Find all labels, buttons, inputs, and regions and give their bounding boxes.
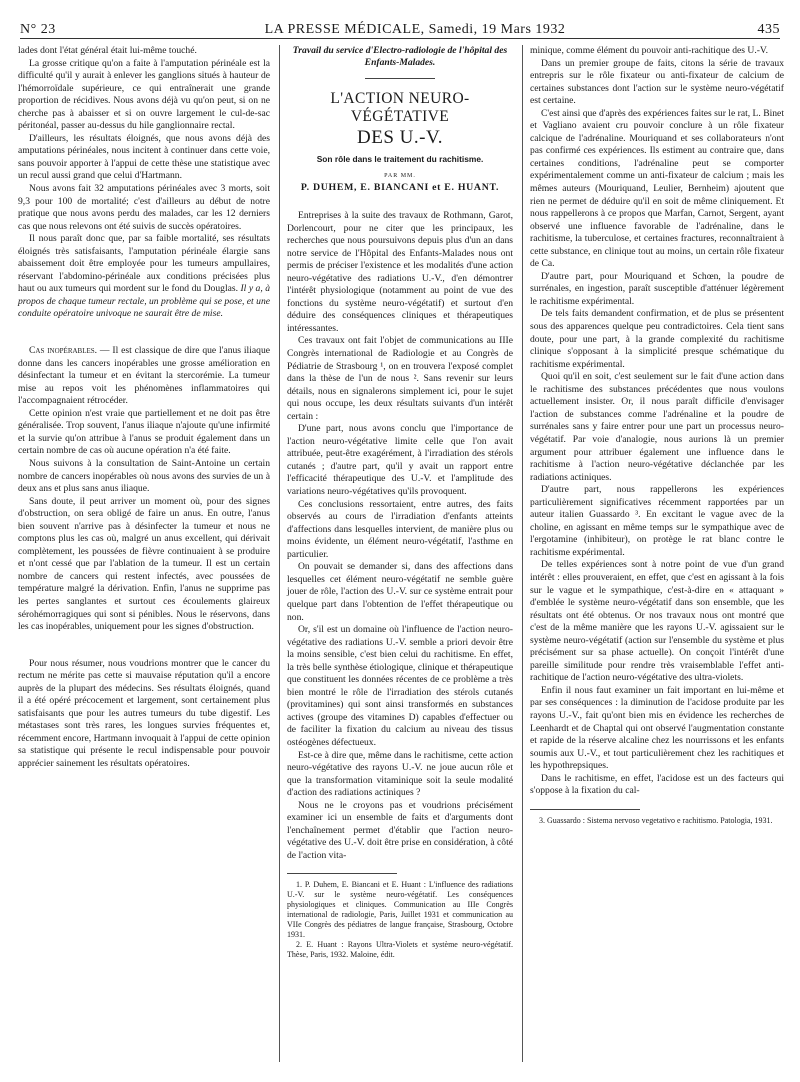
footnote-rule [287,873,397,874]
column-divider-left [279,45,280,1062]
paragraph: Nous avons fait 32 amputations périnéales avec 3 morts, soit 9,3 pour 100 de mortalité; c'est d'ailleurs au début de notre pratique que nous avons perdu des malades, car les 12 derniers cas que nous relevons ont été suivis de succès opératoires. [18,183,270,232]
paragraph: De telles expériences sont à notre point de vue d'un grand intérêt : elles prouveraient, en effet, que c'est en agissant à la fois sur le vague et le sympathique, c'est-à-dire en « attaquant » d'emblée le système neuro-végétatif dans son ensemble, que les résultats ont été obtenus. Or nos travaux nous ont montré que c'est de la même manière que les rayons U.-V. agissaient sur le système neuro-végétatif (action sur l'ensemble du système et plus précisément sur sa phase actuelle). On conçoit l'intérêt d'une pareille similitude pour rendre très vraisemblable l'effet anti-rachitique de l'action neuro-végétative des ultra-violets. [530,559,784,684]
paragraph: On pouvait se demander si, dans des affections dans lesquelles cet élément neuro-végétatif ne semble guère jouer de rôle, l'action des U.-V. sur ce système entrait pour quelque part dans l'obtention de l'effet thérapeutique ou non. [287,561,513,623]
paragraph: D'autre part, nous rappellerons les expériences particulièrement significatives récemment rapportées par un auteur italien Guassardo ³. En excitant le vague avec de la choline, en agissant en même temps sur le sympathique avec de l'ergotamine (inhibiteur), on protège le rat blanc contre le rachitisme expérimental. [530,484,784,558]
footnote-rule [530,809,640,810]
paragraph: Ces travaux ont fait l'objet de communications au IIIe Congrès international de Radiologie et au Congrès de Pédiatrie de Strasbourg ¹, on en trouvera l'exposé complet dans la thèse de l'un de nous ². Sans revenir sur leurs détails, nous en signalerons simplement ici, pour le sujet qui nous occupe, les deux résultats suivants d'un intérêt certain : [287,335,513,422]
footnote: 3. Guassardo : Sistema nervoso vegetativo e rachitismo. Patologia, 1931. [539,815,773,825]
journal-title-date: LA PRESSE MÉDICALE, Samedi, 19 Mars 1932 [264,22,566,37]
paragraph: Nous ne le croyons pas et voudrions précisément examiner ici un ensemble de faits et d'arguments dont l'enchaînement permet d'établir que l'action neuro-végétative des U.-V. doit être prise en considération, à côté de l'action vita- [287,799,513,861]
paragraph: Dans le rachitisme, en effet, l'acidose est un des facteurs qui s'oppose à la fixation du cal- [530,772,784,797]
page-number: 435 [757,22,780,37]
paragraph: Sans doute, il peut arriver un moment où, pour des signes d'obstruction, on sera obligé de faire un anus. En outre, l'anus bien souvent n'arrive pas à désinfecter la tumeur et nous ne comptons plus les cas où, malgré un anus excellent, qui dérivait complètement, les poussées de fièvre continuaient à se produire et n'ont cessé que par l'ablation de la tumeur. Il est un certain nombre de cancers qui restent infectés, avec poussées de température malgré la dérivation. Enfin, l'anus ne supprime pas les pertes sanglantes et surtout ces écoulements glaireux sérohémorragiques qui sont si pénibles. Nous le réservons, dans les cas inopérables, uniquement pour les signes d'obstruction. [18,495,270,633]
issue-number: N° 23 [20,22,56,37]
paragraph: Cette opinion n'est vraie que partiellement et ne doit pas être généralisée. Trop souvent, l'anus iliaque n'ajoute qu'une infirmité et la survie qu'on attribue à l'anus se produit également dans un certain nombre de cas où aucune opération n'a été faite. [18,407,270,457]
article-title: L'ACTION NEURO-VÉGÉTATIVE [330,90,470,125]
byline-prefix: PAR MM. [384,173,416,179]
paragraph: lades dont l'état général était lui-même touché. [18,45,197,56]
paragraph: minique, comme élément du pouvoir anti-rachitique des U.-V. [530,45,769,56]
paragraph: C'est ainsi que d'après des expériences faites sur le rat, L. Binet et Vagliano avaient cru pouvoir conclure à un rôle fixateur calcique de l'adrénaline. Mouriquand et ses collaborateurs n'ont pas confirmé ces expériences. Ils estiment au contraire que, dans certaines conditions, l'adrénaline peut se comporter expérimentalement comme un anti-fixateur de calcium ; mais les mêmes auteurs (Mouriquand, Leulier, Bernheim) ajoutent que rien ne permet de déduire qu'il en soit de même cliniquement. Et nous rappellerons à ce propos que Marfan, Carnot, Sergent, ayant observé une influence favorable de l'adrénaline, dans le rachitisme, la tuberculose, et certaines fractures, reconnaîtraient à cette substance, en clinique tout au moins, un certain rôle fixateur de Ca. [530,107,784,270]
column-right [530,45,784,826]
paragraph: Nous suivons à la consultation de Saint-Antoine un certain nombre de cancers inopérables où nous avons des survies de un à deux ans et plus sans anus iliaque. [18,457,270,495]
article-subtitle: Son rôle dans le traitement du rachitisme. [316,154,484,164]
paragraph: Est-ce à dire que, même dans le rachitisme, cette action neuro-végétative des rayons U.-V. ne joue aucun rôle et que la transformation vitaminique soit la seule modalité d'action des radiations actiniques ? [287,749,513,799]
running-header [20,16,780,39]
article-authors: P. DUHEM, E. BIANCANI et E. HUANT. [300,182,500,193]
article-service-note: Travail du service d'Electro-radiologie de l'hôpital des Enfants-Malades. [292,45,508,68]
article-title-line2: DES U.-V. [357,127,443,148]
paragraph-text: Il nous paraît donc que, par sa faible mortalité, ses résultats éloignés très satisfaisants, l'amputation périnéale élargie sans abaissement doit être employée pour les tumeurs ampullaires, réservant l'abdomino-périnéale aux conditions précisées plus haut ou aux tumeurs qui mordent sur le fond du Douglas. [18,233,270,295]
paragraph: D'ailleurs, les résultats éloignés, que nous avons déjà des amputations périnéales, nous incitent à continuer dans cette voie, sans pouvoir apporter à l'appui de cette thèse une statistique avec un recul aussi grand que celui d'Hartmann. [18,132,270,182]
paragraph: Or, s'il est un domaine où l'influence de l'action neuro-végétative des radiations U.-V. semble a priori devoir être la moins sensible, c'est bien celui du rachitisme. En effet, la très belle synthèse étiologique, clinique et thérapeutique que constituent les données récentes de ce problème a très bien montré le rôle de l'irradiation des stérols cutanés (provitamines) qui sont ainsi transformés en substances actives (groupe des vitamines D) capables d'effectuer ou de faciliter la fixation du calcium au niveau des tissus ostéogènes défectueux. [287,624,513,748]
paragraph: Entreprises à la suite des travaux de Rothmann, Garot, Dorlencourt, pour ne citer que les principaux, les recherches que nous poursuivons depuis plus d'un an dans notre service de l'Hôpital des Enfants-Malades nous ont permis de préciser l'existence et les modalités d'une action neuro-végétative des radiations U.-V., d'en démontrer l'intérêt physiologique (notamment au point de vue des fonctions du système neuro-végétatif) et surtout d'en déduire des conséquences cliniques et thérapeutiques intéressantes. [287,210,513,334]
spacer [18,321,270,345]
paragraph: D'une part, nous avons conclu que l'importance de l'action neuro-végétative limite celle que l'on avait attribuée, peut-être exagérément, à l'irradiation des stérols cutanés ; d'autre part, qu'il y avait un rapport entre l'efficacité thérapeutique des U.-V. et l'amplitude des variations neuro-végétatives qu'ils provoquent. [287,423,513,498]
column-middle [287,45,513,960]
paragraph [18,345,270,408]
paragraph: D'autre part, pour Mouriquand et Schœn, la poudre de surrénales, en ingestion, paraît susceptible d'atténuer légèrement le rachitisme expérimental. [530,270,784,307]
spacer [18,634,270,658]
paragraph: La grosse critique qu'on a faite à l'amputation périnéale est la difficulté qu'il y aurait à enlever les ganglions situés à hauteur de l'hémorroïdale supérieure, ce qui entraînerait une grande proportion de récidives. Nous avons déjà vu qu'on peut, si on ne cherche pas à abaisser et si on ouvre largement le cul-de-sac péritonéal, passer au-dessus du hile ganglionnaire rectal. [18,57,270,132]
emphasis-text: Il y a, à propos de chaque tumeur rectale, un problème qui se pose, et une conduite opératoire univoque ne saurait être de mise. [18,283,271,320]
footnote: 2. E. Huant : Rayons Ultra-Violets et système neuro-végétatif. Thèse, Paris, 1932. Maloine, édit. [287,940,513,960]
column-left [18,45,270,771]
footnote: 1. P. Duhem, E. Biancani et E. Huant : L'influence des radiations U.-V. sur le système neuro-végétatif. Les conséquences physiologiques et cliniques. Communication au IIIe Congrès international de radiologie, Paris, Juillet 1931 et communication au VIIe Congrès des pédiatres de langue française, Strasbourg, Octobre 1931. [287,880,513,940]
paragraph: Enfin il nous faut examiner un fait important en lui-même et par ses conséquences : la diminution de l'acidose produite par les rayons U.-V., fait qu'ont bien mis en évidence les recherches de Leenhardt et de Chaptal qui ont observé l'augmentation constante et rapide de la réserve alcaline chez les nourrissons et les enfants soumis aux U.-V., et tout particulièrement chez les rachitiques et les hypothrepsiques. [530,684,784,772]
paragraph: Ces conclusions ressortaient, entre autres, des faits observés au cours de l'irradiation d'enfants atteints d'affections dans lesquelles intervient, de manière plus ou moins évidente, un élément neuro-végétatif, l'asthme en particulier. [287,498,513,560]
paragraph: Pour nous résumer, nous voudrions montrer que le cancer du rectum ne mérite pas cette si mauvaise réputation qu'il a encore auprès de la plupart des médecins. Ses résultats éloignés, quand il a été opéré précocement et largement, sont certainement plus satisfaisants que pour les autres tumeurs du tube digestif. Les métastases sont très rares, les longues survies fréquentes et, récemment encore, Hartmann invoquait à l'appui de cette opinion sa statistique qui présente le recul indispensable pour pouvoir apprécier sainement les résultats opératoires. [18,657,270,769]
paragraph-text: — Il est classique de dire que l'anus iliaque donne dans les cancers inopérables une grosse amélioration en désinfectant la tumeur et en évitant la stercorémie. La tumeur mise au repos voit les phénomènes inflammatoires qui l'accompagnaient rétrocéder. [18,345,270,407]
paragraph: De tels faits demandent confirmation, et de plus se présentent sous des apparences quelque peu contradictoires. Cela tient sans doute, pour une part, à la grande complexité du rachitisme clinique s'opposant à la simplicité presque schématique du rachitisme expérimental. [530,308,784,370]
divider [365,78,435,79]
paragraph: Quoi qu'il en soit, c'est seulement sur le fait d'une action dans le rachitisme des substances précédentes que nous voulons actuellement insister. Or, il nous paraît difficile d'envisager l'action de substances comme l'adrénaline et la poudre de surrénales sans y faire entrer pour une part un processus neuro-végétatif. Par voie d'analogie, nous aurions là un premier argument pour attribuer également une influence dans le rachitisme à l'action neuro-végétative déclanchée par les radiations actiniques. [530,371,784,483]
paragraph [18,233,270,321]
paragraph: Dans un premier groupe de faits, citons la série de travaux entrepris sur le rôle fixateur ou anti-fixateur de calcium de certaines substances dont l'action sur le système neuro-végétatif est certaine. [530,57,784,107]
column-divider-right [522,45,523,1062]
section-label: Cas inopérables. [29,345,98,357]
